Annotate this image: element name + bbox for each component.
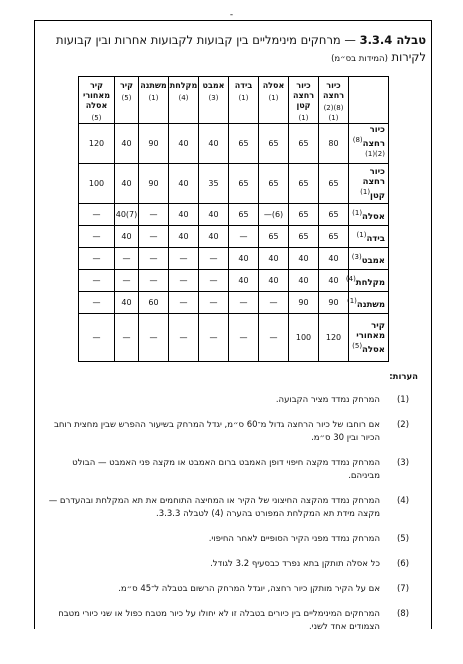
row-header-note: (8)(2)(1) xyxy=(352,135,385,158)
table-cell: 40 xyxy=(169,226,199,248)
row-header-note: (5) xyxy=(352,341,363,350)
table-cell: 120 xyxy=(79,124,115,164)
table-title xyxy=(40,32,426,68)
row-header xyxy=(346,292,389,314)
table-title-text: — מרחקים מינימליים בין קבועות לקבועות אחרות ובין קבועות לקירות xyxy=(56,33,426,64)
table-cell: — xyxy=(199,292,229,314)
table-cell: — xyxy=(79,226,115,248)
column-header xyxy=(79,77,115,124)
table-cell: — xyxy=(115,270,139,292)
column-header-label: כיור רחצה xyxy=(322,81,345,100)
row-header xyxy=(349,226,389,248)
table-cell: — xyxy=(169,248,199,270)
row-header-label: כיור רחצה קטן xyxy=(362,166,385,201)
row-header-note: (1) xyxy=(360,187,371,196)
table-cell: 90 xyxy=(289,292,319,314)
table-title-units: (המידות בס״מ) xyxy=(331,54,388,64)
row-header xyxy=(349,314,389,362)
table-cell: — xyxy=(259,292,289,314)
column-header xyxy=(229,77,259,124)
note-text: המרחק נמדד מציר הקבועה. xyxy=(275,395,380,405)
table-cell: 40 xyxy=(169,164,199,204)
table-cell: 40 xyxy=(319,270,349,292)
column-header-note: (3) xyxy=(208,94,219,102)
table-cell: — xyxy=(115,314,139,362)
row-header-label: משתנה xyxy=(356,299,385,310)
table-cell: — xyxy=(139,270,169,292)
note-number: (7) xyxy=(396,584,410,594)
table-cell: — xyxy=(79,270,115,292)
row-header xyxy=(349,124,389,164)
table-cell: — xyxy=(229,226,259,248)
row-header xyxy=(349,164,389,204)
table-cell: 65 xyxy=(229,204,259,226)
row-header-note: (1) xyxy=(352,208,363,217)
table-cell: — xyxy=(139,248,169,270)
table-header-row xyxy=(79,77,389,124)
table-cell: 100 xyxy=(79,164,115,204)
row-header-note: (4) xyxy=(345,274,356,283)
notes-list xyxy=(42,394,418,634)
table-cell: 65 xyxy=(259,164,289,204)
note-item xyxy=(42,495,418,521)
table-cell: — xyxy=(79,204,115,226)
row-header-label: אסלה xyxy=(362,211,385,222)
table-cell: 40 xyxy=(199,204,229,226)
table-cell: 65 xyxy=(289,204,319,226)
table-cell: — xyxy=(199,270,229,292)
table-row xyxy=(79,270,389,292)
table-cell: — xyxy=(139,204,169,226)
table-cell: 65 xyxy=(259,226,289,248)
column-header-label: מקלחת xyxy=(169,81,198,90)
note-item xyxy=(42,419,418,445)
table-cell: — xyxy=(79,314,115,362)
note-text: כל אסלה תותקן בתא נפרד כבסעיף 3.2 לגודל. xyxy=(210,559,380,569)
distance-table xyxy=(78,76,389,362)
table-cell: 100 xyxy=(289,314,319,362)
note-item xyxy=(42,608,418,634)
note-item xyxy=(42,533,418,546)
note-text: אם על הקיר מותקן כיור רחצה, יוגדל המרחק הרשום בטבלה ל־45 ס״מ. xyxy=(118,584,380,594)
notes-title: הערות: xyxy=(389,372,418,382)
column-header-note: (5) xyxy=(121,94,132,102)
table-cell: — xyxy=(259,314,289,362)
table-cell: 40 xyxy=(115,124,139,164)
table-cell: 120 xyxy=(319,314,349,362)
table-cell: — xyxy=(229,292,259,314)
row-header-note: (1) xyxy=(346,296,357,305)
column-header xyxy=(259,77,289,124)
table-cell: 40 xyxy=(115,226,139,248)
table-cell: 40 xyxy=(229,248,259,270)
note-text: המרחקים המינימליים בין כיורים בטבלה זו לא יחולו על כיור מטבח כפול או שני כיורי מטבח הצמודים אחד לשני. xyxy=(58,609,380,632)
column-header xyxy=(139,77,169,124)
row-header-label: כיור רחצה xyxy=(362,124,385,149)
table-cell: 65 xyxy=(229,164,259,204)
table-cell: 65 xyxy=(289,124,319,164)
column-header-note: (1) xyxy=(298,114,309,122)
column-header-note: (1) xyxy=(268,94,279,102)
table-cell: — xyxy=(169,292,199,314)
table-cell: 40 xyxy=(115,164,139,204)
row-header-label: בידה xyxy=(366,233,385,244)
table-cell: 65 xyxy=(289,226,319,248)
note-text: המרחק נמדד מפני הקיר הסופיים לאחר החיפוי. xyxy=(208,534,380,544)
column-header-label: כיור רחצה קטן xyxy=(292,81,315,110)
table-row xyxy=(79,124,389,164)
table-cell: 40 xyxy=(289,270,319,292)
table-cell: — xyxy=(115,248,139,270)
column-header xyxy=(289,77,319,124)
table-cell: 40 xyxy=(289,248,319,270)
note-number: (8) xyxy=(396,609,410,619)
table-cell: 90 xyxy=(319,292,349,314)
table-cell: 90 xyxy=(139,164,169,204)
table-cell: 90 xyxy=(139,124,169,164)
table-cell: 65 xyxy=(319,226,349,248)
table-cell: — xyxy=(169,270,199,292)
notes-section xyxy=(42,372,418,646)
table-cell: 65 xyxy=(319,204,349,226)
table-cell: 40 xyxy=(199,226,229,248)
table-cell: — xyxy=(139,314,169,362)
table-cell: 40 xyxy=(169,204,199,226)
table-row xyxy=(79,248,389,270)
table-cell: 40 xyxy=(169,124,199,164)
table-cell: 40 xyxy=(259,270,289,292)
note-number: (2) xyxy=(396,420,410,430)
column-header-note: (4) xyxy=(178,94,189,102)
page-number: - xyxy=(229,10,234,20)
table-cell: — xyxy=(229,314,259,362)
note-number: (5) xyxy=(396,534,410,544)
row-header-label: קיר מאחורי אסלה xyxy=(356,320,385,355)
column-header xyxy=(115,77,139,124)
column-header-note: (1) xyxy=(238,94,249,102)
row-header-label: אמבט xyxy=(361,255,385,266)
note-text: המרחק נמדד מהקצה החיצוני של הקיר או המחיצה התוחמים את תא המקלחת ובהעדרם — מקצה מידת תא המקלחת המפורט בהערה (4) לטבלה 3.3.3. xyxy=(48,496,380,519)
table-cell: — xyxy=(199,248,229,270)
table-cell: 40 xyxy=(199,124,229,164)
column-header-label: בידה xyxy=(234,81,253,90)
row-header xyxy=(345,270,389,292)
table-cell: — xyxy=(169,314,199,362)
table-cell: 65 xyxy=(289,164,319,204)
table-cell: 80 xyxy=(319,124,349,164)
table-cell: 65 xyxy=(319,164,349,204)
column-header xyxy=(199,77,229,124)
table-cell: — xyxy=(79,292,115,314)
table-cell: 35 xyxy=(199,164,229,204)
table-title-number: טבלה 3.3.4 xyxy=(359,33,426,47)
table-cell: 40 xyxy=(319,248,349,270)
table-cell: 40 xyxy=(259,248,289,270)
row-header xyxy=(349,248,389,270)
note-item xyxy=(42,457,418,483)
note-text: המרחק נמדד מקצה חיפוי דופן האמבט ברום האמבט או מקצה פני האמבט — הבולט מביניהם. xyxy=(72,458,380,481)
row-header xyxy=(349,204,389,226)
column-header-note: (5) xyxy=(91,114,102,122)
table-cell: — xyxy=(199,314,229,362)
note-item xyxy=(42,394,418,407)
column-header-label: אסלה xyxy=(262,81,285,90)
table-row xyxy=(79,292,389,314)
row-header-note: (3) xyxy=(351,252,362,261)
table-cell: 60 xyxy=(139,292,169,314)
row-header-note: (1) xyxy=(356,230,367,239)
table-cell: (7)40 xyxy=(115,204,139,226)
table-cell: 65 xyxy=(259,124,289,164)
note-number: (6) xyxy=(396,559,410,569)
column-header xyxy=(319,77,349,124)
column-header-note: (8)(2)(1) xyxy=(323,104,344,122)
table-row xyxy=(79,204,389,226)
table-cell: 40 xyxy=(229,270,259,292)
table-cell: 65 xyxy=(229,124,259,164)
column-header-label: קיר xyxy=(119,81,134,90)
table-cell: 40 xyxy=(115,292,139,314)
note-number: (3) xyxy=(396,458,410,468)
note-number: (1) xyxy=(396,395,410,405)
table-row xyxy=(79,226,389,248)
note-number: (4) xyxy=(396,496,410,506)
table-cell: — xyxy=(139,226,169,248)
note-item xyxy=(42,583,418,596)
note-text: אם רוחבו של כיור הרחצה גדול מ־60 ס״מ, יגדל המרחק בשיעור ההפרש שבין מחצית רוחב הכיור ובין 30 ס״מ. xyxy=(53,420,380,443)
table-row xyxy=(79,164,389,204)
column-header-label: משתנה xyxy=(140,81,167,90)
table-corner-cell xyxy=(349,77,389,124)
table-cell: — xyxy=(79,248,115,270)
table-row xyxy=(79,314,389,362)
column-header-note: (1) xyxy=(148,94,159,102)
note-item xyxy=(42,558,418,571)
column-header-label: קיר מאחורי אסלה xyxy=(82,81,111,110)
row-header-label: מקלחת xyxy=(355,277,385,288)
column-header-label: אמבט xyxy=(202,81,225,90)
table-cell: (6)— xyxy=(259,204,289,226)
column-header xyxy=(169,77,199,124)
